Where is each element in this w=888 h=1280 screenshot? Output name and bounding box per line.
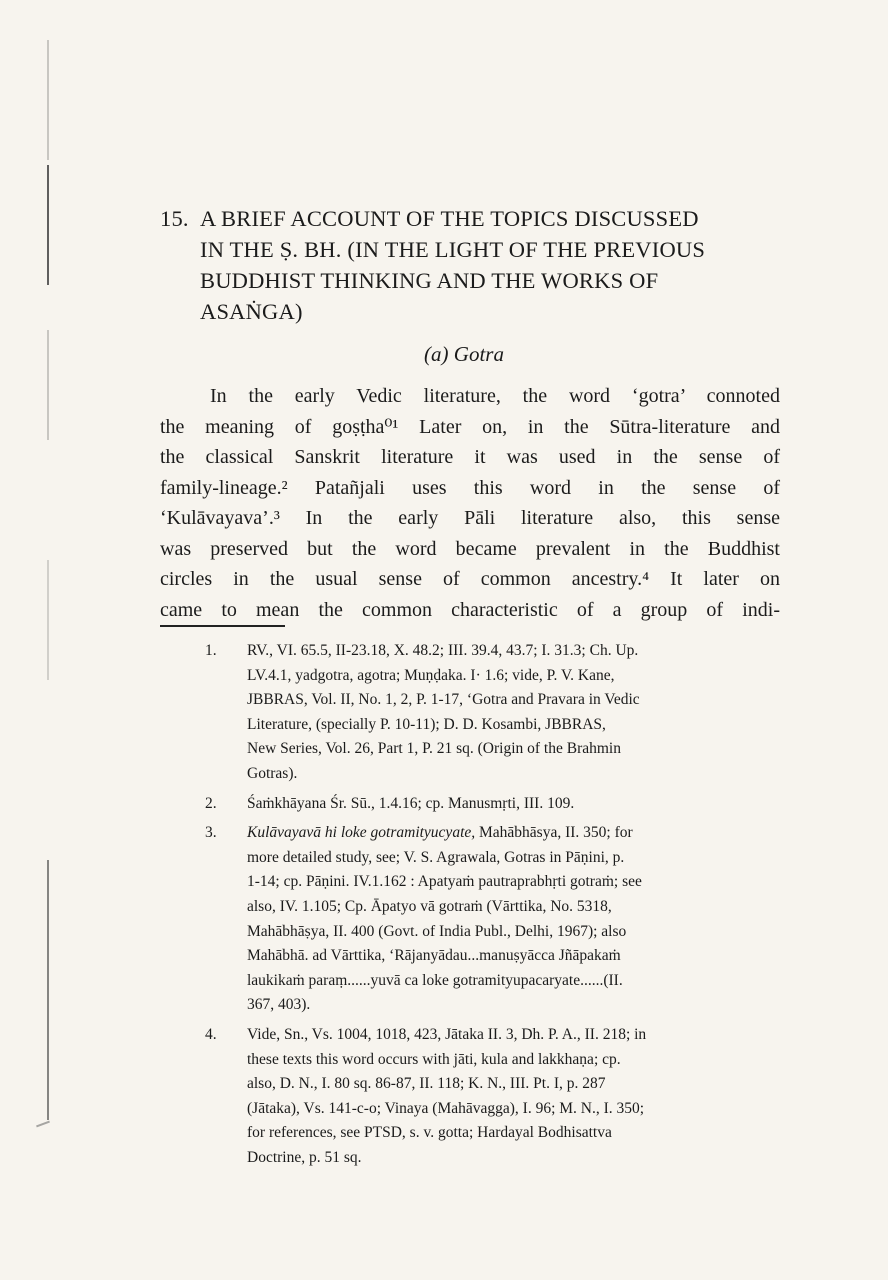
section-subheading (0, 342, 888, 367)
footnote-line: also, D. N., I. 80 sq. 86-87, II. 118; K. N., III. Pt. I, p. 287 (247, 1075, 606, 1093)
footnote-line: more detailed study, see; V. S. Agrawala, Gotras in Pāṇini, p. (247, 848, 625, 866)
body-line: ‘Kulāvayava’.³ In the early Pāli literature also, this sense (160, 507, 780, 529)
footnote-line: for references, see PTSD, s. v. gotta; Hardayal Bodhisattva (247, 1124, 612, 1142)
footnote-line: Śaṁkhāyana Śr. Sū., 1.4.16; cp. Manusmṛti, III. 109. (247, 794, 575, 812)
footnote-line: Mahābhāṣya, II. 400 (Govt. of India Publ., Delhi, 1967); also (247, 922, 627, 940)
footnote-line: laukikaṁ paraṃ......yuvā ca loke gotramityupacaryate......(II. (247, 971, 623, 989)
footnote-line: 367, 403). (247, 996, 311, 1014)
heading-line: IN THE Ṣ. BH. (IN THE LIGHT OF THE PREVIOUS (200, 237, 706, 262)
footnote-line: Vide, Sn., Vs. 1004, 1018, 423, Jātaka II. 3, Dh. P. A., II. 218; in (247, 1025, 647, 1043)
scan-smudge (36, 1121, 50, 1128)
body-line: In the early Vedic literature, the word ‘gotra’ connoted (210, 385, 780, 407)
footnote-line: these texts this word occurs with jāti, kula and lakkhaṇa; cp. (247, 1050, 621, 1068)
footnote-number: 1. (205, 642, 217, 659)
footnote-text: Mahābhāsya, II. 350; for (475, 824, 633, 842)
body-line: came to mean the common characteristic of a group of indi- (160, 598, 780, 621)
scan-margin-mark (47, 560, 49, 680)
footnote-3 (205, 821, 785, 1018)
footnote-line: Gotras). (247, 764, 298, 782)
body-line: was preserved but the word became prevalent in the Buddhist (160, 537, 780, 560)
footnote-line: Literature, (specially P. 10-11); D. D. Kosambi, JBBRAS, (247, 715, 606, 733)
footnote-4 (205, 1023, 785, 1171)
subheading-label: (a) (424, 342, 449, 366)
chapter-number: 15. (160, 206, 189, 231)
footnote-line: New Series, Vol. 26, Part 1, P. 21 sq. (Origin of the Brahmin (247, 740, 621, 758)
footnote-line (247, 821, 785, 846)
body-line: the classical Sanskrit literature it was used in the sense of (160, 446, 780, 468)
footnote-line: RV., VI. 65.5, II-23.18, X. 48.2; III. 39.4, 43.7; I. 31.3; Ch. Up. (247, 642, 639, 659)
footnote-line: (Jātaka), Vs. 141-c-o; Vinaya (Mahāvagga), I. 96; M. N., I. 350; (247, 1099, 645, 1117)
footnote-line: also, IV. 1.105; Cp. Āpatyo vā gotraṁ (Vārttika, No. 5318, (247, 897, 612, 915)
footnotes (205, 639, 785, 1175)
footnote-number: 3. (205, 824, 217, 842)
footnote-line: Doctrine, p. 51 sq. (247, 1148, 362, 1166)
subheading-title: Gotra (453, 342, 504, 366)
footnote-line: JBBRAS, Vol. II, No. 1, 2, P. 1-17, ‘Gotra and Pravara in Vedic (247, 691, 640, 709)
footnote-italic-quote: Kulāvayavā hi loke gotramityucyate, (247, 824, 476, 842)
footnote-line: LV.4.1, yadgotra, agotra; Muṇḍaka. I· 1.6; vide, P. V. Kane, (247, 666, 615, 684)
footnote-number: 4. (205, 1025, 217, 1043)
heading-line: ASAṄGA) (200, 299, 303, 324)
heading-line: BUDDHIST THINKING AND THE WORKS OF (200, 268, 659, 293)
scan-margin-mark (47, 40, 49, 160)
scan-margin-mark (47, 860, 49, 1120)
footnote-number: 2. (205, 794, 217, 812)
body-line: family-lineage.² Patañjali uses this word in the sense of (160, 476, 780, 499)
footnote-line: Mahābhā. ad Vārttika, ‘Rājanyādau...manuṣyācca Jñāpakaṁ (247, 947, 621, 965)
footnote-line: 1-14; cp. Pāṇini. IV.1.162 : Apatyaṁ pautraprabhṛti gotraṁ; see (247, 873, 642, 891)
footnote-separator (160, 625, 285, 627)
scan-margin-mark (47, 165, 49, 285)
footnote-2 (205, 792, 785, 817)
body-line: circles in the usual sense of common ancestry.⁴ It later on (160, 568, 780, 590)
footnote-1 (205, 639, 785, 787)
heading-text: A BRIEF ACCOUNT OF THE TOPICS DISCUSSED (200, 206, 699, 231)
chapter-heading (160, 203, 800, 327)
heading-line (160, 203, 800, 234)
body-paragraph (160, 381, 780, 625)
body-line: the meaning of goṣṭha⁰¹ Later on, in the Sūtra-literature and (160, 415, 780, 438)
